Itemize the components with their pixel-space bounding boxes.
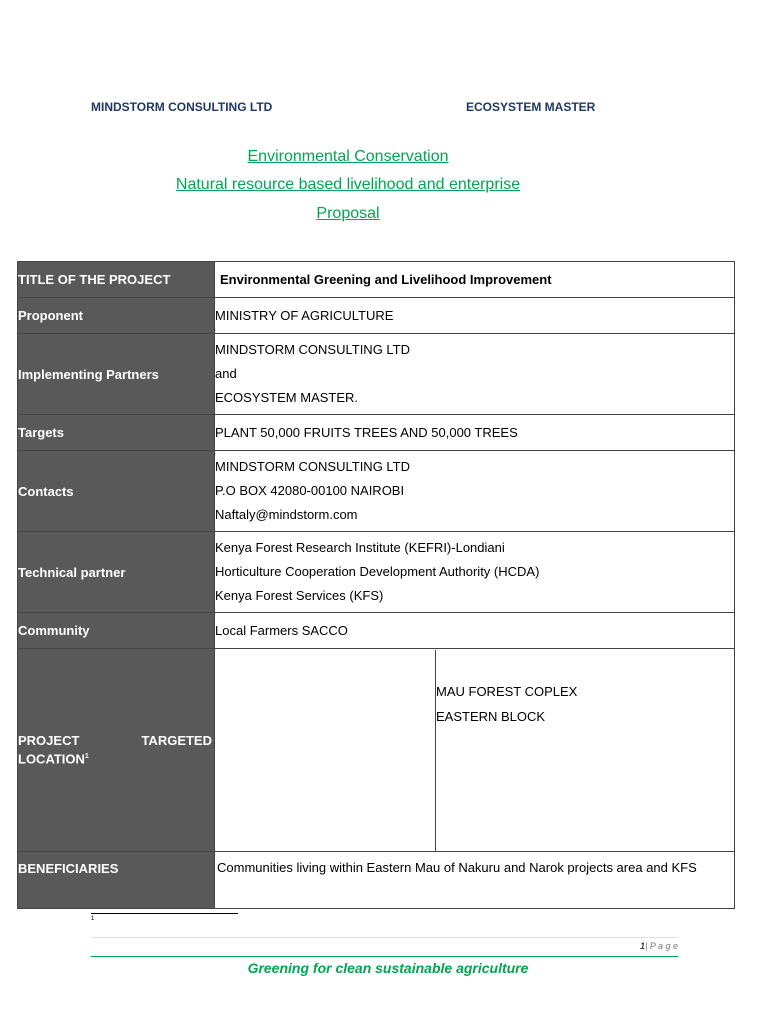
- location-label-line-2: [18, 749, 214, 767]
- page-word: P a g e: [649, 941, 678, 951]
- row-technical-partner: [18, 532, 735, 613]
- row-beneficiaries: [18, 852, 735, 909]
- page-footer: [91, 937, 678, 957]
- location-label-word: PROJECT: [18, 732, 80, 748]
- location-inner: [215, 650, 734, 851]
- location-label-word: LOCATION: [18, 751, 85, 767]
- value-location: [215, 649, 735, 852]
- technical-line: Kenya Forest Research Institute (KEFRI)-Londiani: [215, 540, 505, 555]
- value-targets: PLANT 50,000 FRUITS TREES AND 50,000 TREES: [215, 415, 735, 451]
- value-community: Local Farmers SACCO: [215, 613, 735, 649]
- row-community: [18, 613, 735, 649]
- partners-line: and: [215, 366, 237, 381]
- location-line: EASTERN BLOCK: [436, 708, 546, 724]
- row-contacts: [18, 451, 735, 532]
- row-proponent: [18, 298, 735, 334]
- row-targets: [18, 415, 735, 451]
- partners-line: MINDSTORM CONSULTING LTD: [215, 342, 411, 357]
- row-location: [18, 649, 735, 852]
- label-contacts: Contacts: [18, 451, 215, 532]
- location-label-word: TARGETED: [141, 732, 212, 748]
- footer-slogan: Greening for clean sustainable agriculture: [247, 960, 529, 976]
- technical-line: Horticulture Cooperation Development Authority (HCDA): [215, 564, 540, 579]
- footnote-separator: [91, 913, 238, 914]
- row-title: [18, 262, 735, 298]
- title-line-2: Natural resource based livelihood and enterprise: [175, 176, 521, 193]
- label-targets: Targets: [18, 415, 215, 451]
- page-number: [640, 941, 678, 951]
- proposal-table: [17, 261, 735, 909]
- contacts-line: MINDSTORM CONSULTING LTD: [215, 459, 411, 474]
- footnote-ref: 1: [84, 752, 89, 760]
- label-beneficiaries: BENEFICIARIES: [18, 852, 215, 909]
- title-line-1: Environmental Conservation: [247, 148, 449, 165]
- value-beneficiaries: Communities living within Eastern Mau of Nakuru and Narok projects area and KFS: [215, 852, 735, 909]
- value-partners: [215, 334, 735, 415]
- page-number-value: 1: [639, 941, 645, 951]
- contacts-line: Naftaly@mindstorm.com: [215, 507, 358, 522]
- footnote-number: 1: [91, 916, 95, 922]
- value-contacts: [215, 451, 735, 532]
- value-proponent: MINISTRY OF AGRICULTURE: [215, 298, 735, 334]
- title-line-3: Proposal: [316, 205, 380, 222]
- location-blank-cell: [215, 650, 436, 851]
- location-label-line-1: [18, 733, 214, 749]
- location-text-cell: [436, 650, 577, 851]
- row-partners: [18, 334, 735, 415]
- location-line: MAU FOREST COPLEX: [436, 683, 578, 699]
- label-technical-partner: Technical partner: [18, 532, 215, 613]
- page-separator: |: [644, 941, 648, 951]
- partners-line: ECOSYSTEM MASTER.: [215, 390, 359, 405]
- technical-line: Kenya Forest Services (KFS): [215, 588, 384, 603]
- label-title: TITLE OF THE PROJECT: [18, 262, 215, 298]
- value-technical-partner: [215, 532, 735, 613]
- value-title: Environmental Greening and Livelihood Improvement: [215, 262, 735, 298]
- label-community: Community: [18, 613, 215, 649]
- label-proponent: Proponent: [18, 298, 215, 334]
- header-company-left: MINDSTORM CONSULTING LTD: [91, 100, 273, 114]
- label-location: [18, 649, 215, 852]
- contacts-line: P.O BOX 42080-00100 NAIROBI: [215, 483, 405, 498]
- header-company-right: ECOSYSTEM MASTER: [466, 100, 596, 114]
- label-partners: Implementing Partners: [18, 334, 215, 415]
